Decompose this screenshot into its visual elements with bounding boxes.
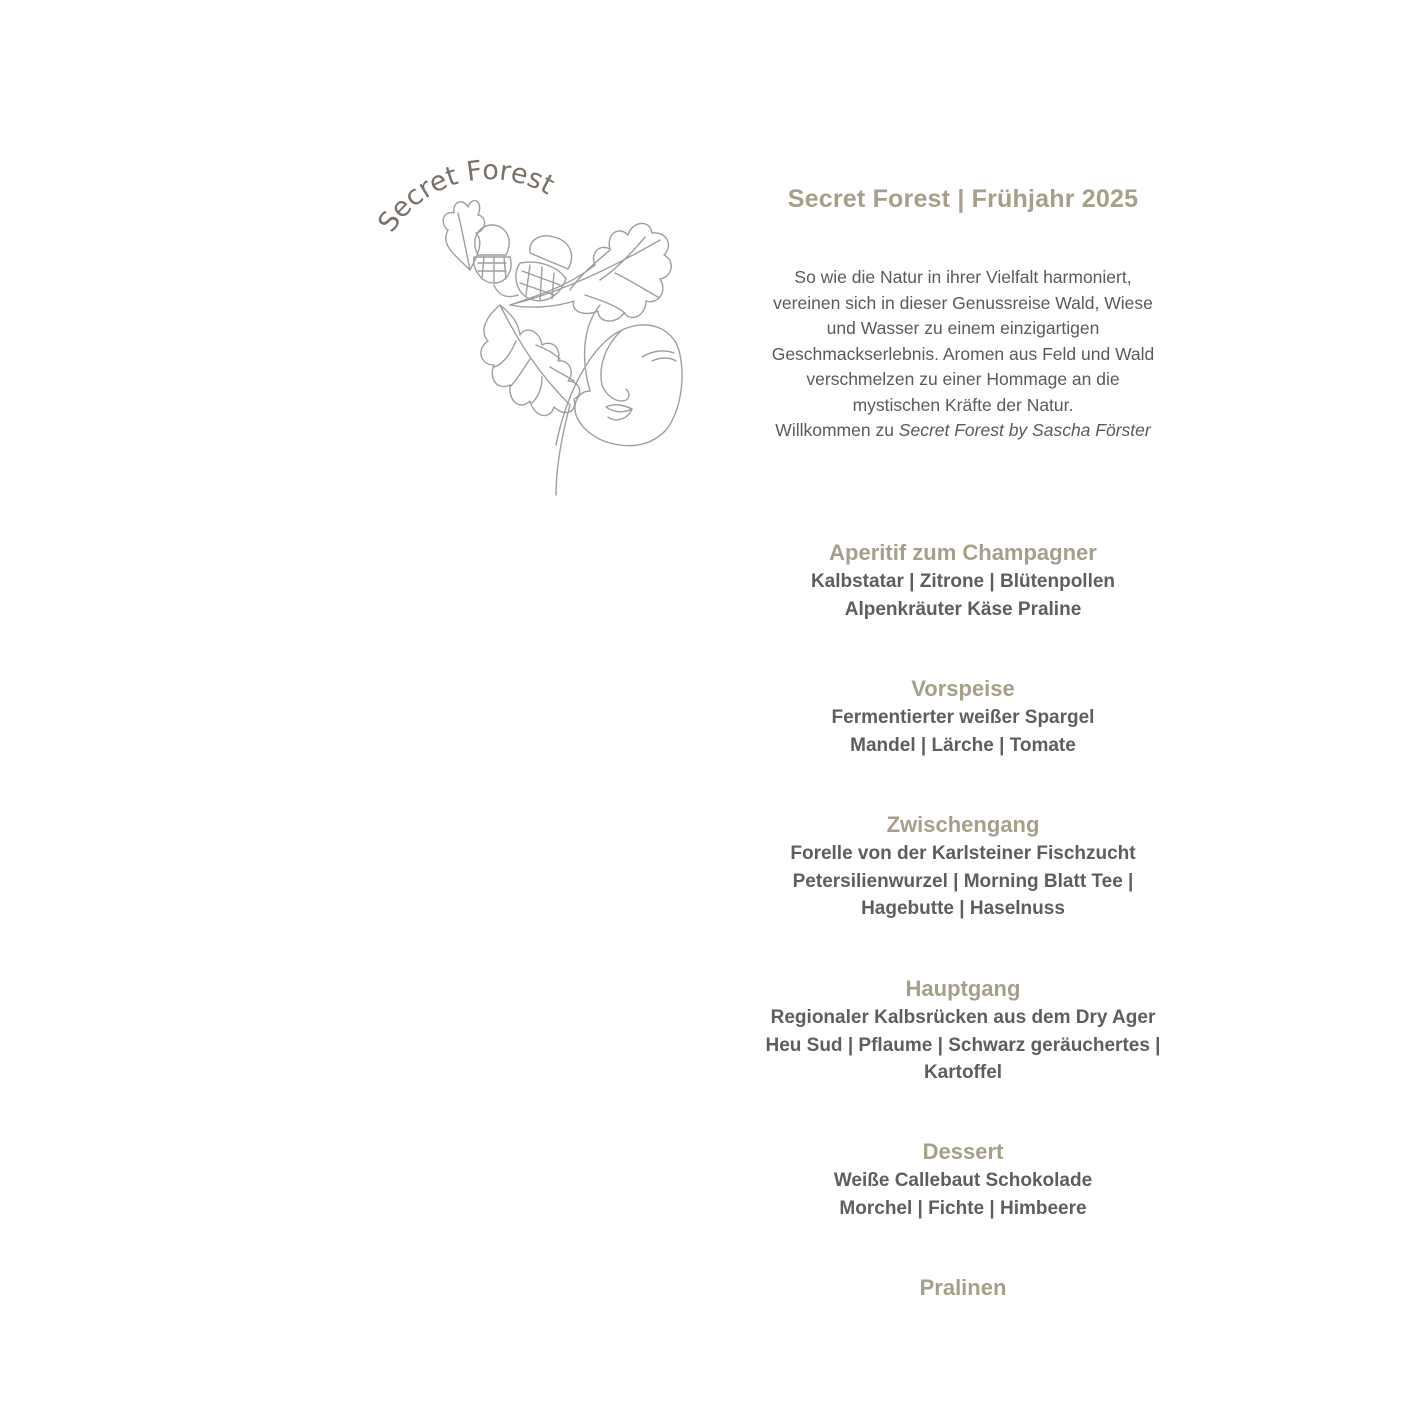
course-title: Vorspeise — [911, 676, 1015, 701]
dish-line: Regionaler Kalbsrücken aus dem Dry Ager — [770, 1007, 1156, 1028]
intro-paragraph — [713, 265, 1213, 444]
course-title: Dessert — [922, 1139, 1004, 1164]
dish-line: Forelle von der Karlsteiner Fischzucht — [790, 843, 1136, 864]
welcome-name: Secret Forest by Sascha Förster — [898, 420, 1151, 440]
oak-leaf-right — [510, 223, 671, 321]
dish-line: Morchel | Fichte | Himbeere — [839, 1197, 1087, 1219]
course-dessert — [713, 1137, 1213, 1222]
dish-line: Kartoffel — [923, 1062, 1003, 1083]
dish-line: Heu Sud | Pflaume | Schwarz geräuchertes | — [765, 1034, 1161, 1056]
intro-line: vereinen sich in dieser Genussreise Wald, Wiese — [773, 292, 1153, 313]
dish-line: Fermentierter weißer Spargel — [831, 707, 1095, 728]
course-zwischengang — [713, 810, 1213, 923]
intro-line: und Wasser zu einem einzigartigen — [826, 318, 1100, 338]
intro-line: mystischen Kräfte der Natur. — [852, 394, 1074, 415]
dish-line: Mandel | Lärche | Tomate — [850, 734, 1076, 756]
secret-forest-logo — [370, 145, 700, 505]
dish-line: Hagebutte | Haselnuss — [861, 898, 1065, 919]
dish-line: Petersilienwurzel | Morning Blatt Tee | — [792, 870, 1134, 892]
oak-leaf-left — [443, 201, 484, 270]
course-title: Hauptgang — [905, 976, 1021, 1001]
course-aperitif — [713, 538, 1213, 623]
logo-arc-text: Secret Forest — [372, 155, 560, 238]
course-hauptgang — [713, 974, 1213, 1087]
welcome-prefix: Willkommen zu — [775, 420, 899, 440]
course-title: Aperitif zum Champagner — [829, 540, 1097, 565]
course-vorspeise — [713, 674, 1213, 759]
course-title: Zwischengang — [886, 812, 1040, 837]
intro-line: Geschmackserlebnis. Aromen aus Feld und Wald — [771, 343, 1155, 364]
intro-line: So wie die Natur in ihrer Vielfalt harmoniert, — [794, 267, 1132, 287]
menu-title: Secret Forest | Frühjahr 2025 — [787, 185, 1139, 213]
course-pralinen — [713, 1273, 1213, 1303]
course-title: Pralinen — [919, 1275, 1007, 1300]
intro-line: verschmelzen zu einer Hommage an die — [806, 369, 1120, 389]
logo-illustration — [370, 145, 700, 505]
face-line-art — [556, 325, 682, 446]
welcome-line — [713, 418, 1213, 444]
dish-line: Alpenkräuter Käse Praline — [844, 598, 1082, 620]
dish-line: Kalbstatar | Zitrone | Blütenpollen — [810, 571, 1116, 592]
dish-line: Weiße Callebaut Schokolade — [833, 1170, 1093, 1191]
